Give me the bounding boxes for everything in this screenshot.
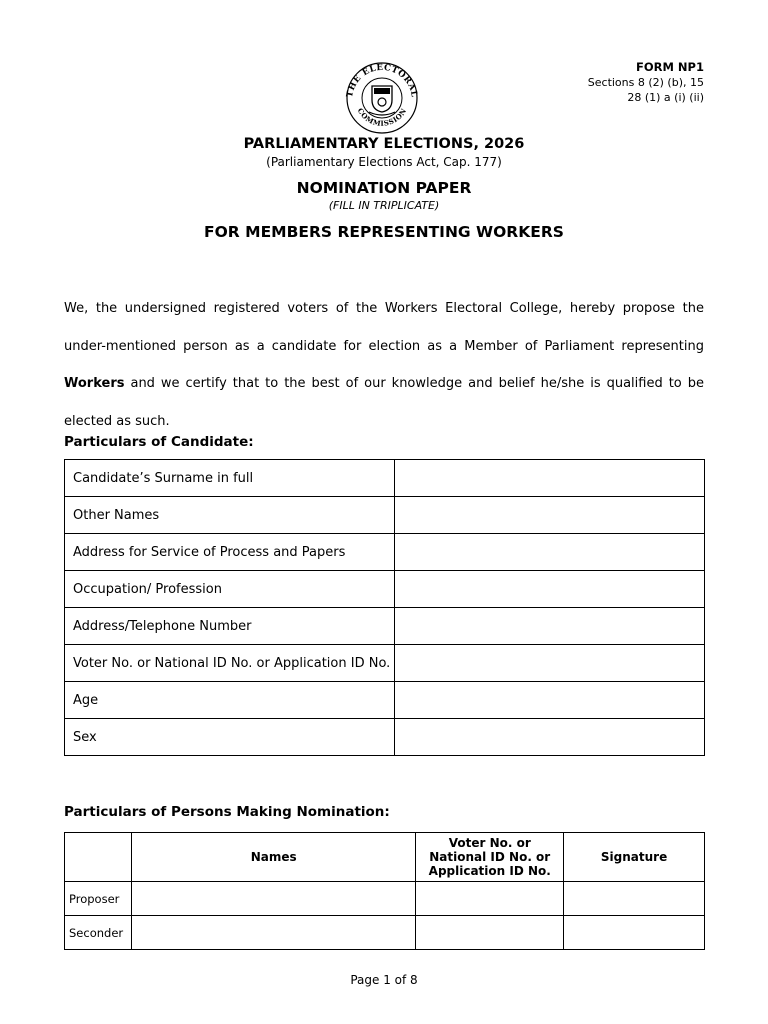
seconder-voter-no-cell[interactable] xyxy=(416,916,564,950)
form-code: FORM NP1 xyxy=(636,60,704,74)
candidate-field-label: Address/Telephone Number xyxy=(65,608,395,645)
candidate-field-input[interactable] xyxy=(394,497,704,534)
page-number: Page 1 of 8 xyxy=(350,973,418,987)
seal-text-top: THE ELECTORAL xyxy=(345,62,419,99)
table-row xyxy=(65,497,705,534)
table-row xyxy=(65,719,705,756)
candidate-field-label: Candidate’s Surname in full xyxy=(65,460,395,497)
table-row xyxy=(65,608,705,645)
candidate-field-input[interactable] xyxy=(394,571,704,608)
column-header-names: Names xyxy=(131,833,415,882)
candidate-field-label: Address for Service of Process and Papers xyxy=(65,534,395,571)
column-header-voter-no: Voter No. or National ID No. or Application ID No. xyxy=(416,833,564,882)
seconder-signature-cell[interactable] xyxy=(564,916,705,950)
svg-text:COMMISSION xyxy=(356,106,409,128)
candidate-field-label: Other Names xyxy=(65,497,395,534)
intro-text-part1: We, the undersigned registered voters of the Workers Electoral College, hereby propose the under-mentioned person as a candidate for election as a Member of Parliament representing xyxy=(64,301,704,354)
candidate-section-title: Particulars of Candidate: xyxy=(64,434,254,450)
candidate-field-input[interactable] xyxy=(394,460,704,497)
candidate-field-label: Occupation/ Profession xyxy=(65,571,395,608)
column-header-signature: Signature xyxy=(564,833,705,882)
form-sections-line2: 28 (1) a (i) (ii) xyxy=(627,91,704,104)
elections-act: (Parliamentary Elections Act, Cap. 177) xyxy=(266,155,502,169)
column-header-role xyxy=(65,833,132,882)
intro-text-part2: and we certify that to the best of our knowledge and belief he/she is qualified to be elected as such. xyxy=(64,376,704,429)
nominator-role-proposer: Proposer xyxy=(65,882,132,916)
nomination-section-title: Particulars of Persons Making Nomination: xyxy=(64,804,390,820)
intro-paragraph xyxy=(64,290,704,440)
nominators-table xyxy=(64,832,705,950)
table-row xyxy=(65,645,705,682)
proposer-signature-cell[interactable] xyxy=(564,882,705,916)
candidate-field-input[interactable] xyxy=(394,645,704,682)
elections-title: PARLIAMENTARY ELECTIONS, 2026 xyxy=(243,136,525,152)
members-representing-title: FOR MEMBERS REPRESENTING WORKERS xyxy=(204,223,564,241)
seal-text-bottom: COMMISSION xyxy=(355,106,409,128)
table-header-row xyxy=(65,833,705,882)
proposer-name-cell[interactable] xyxy=(131,882,415,916)
seconder-name-cell[interactable] xyxy=(131,916,415,950)
candidate-field-label: Age xyxy=(65,682,395,719)
intro-text-bold: Workers xyxy=(64,376,125,391)
candidate-field-label: Voter No. or National ID No. or Application ID No. xyxy=(65,645,395,682)
electoral-commission-seal xyxy=(338,60,426,136)
table-row xyxy=(65,534,705,571)
table-row xyxy=(65,460,705,497)
table-row xyxy=(65,882,705,916)
fill-in-triplicate-note: (FILL IN TRIPLICATE) xyxy=(328,199,440,212)
candidate-field-input[interactable] xyxy=(394,682,704,719)
table-row xyxy=(65,571,705,608)
table-row xyxy=(65,916,705,950)
form-reference xyxy=(588,60,704,105)
candidate-field-label: Sex xyxy=(65,719,395,756)
nominator-role-seconder: Seconder xyxy=(65,916,132,950)
table-row xyxy=(65,682,705,719)
proposer-voter-no-cell[interactable] xyxy=(416,882,564,916)
candidate-field-input[interactable] xyxy=(394,534,704,571)
candidate-field-input[interactable] xyxy=(394,608,704,645)
candidate-field-input[interactable] xyxy=(394,719,704,756)
nomination-paper-title: NOMINATION PAPER xyxy=(296,179,472,197)
form-sections-line1: Sections 8 (2) (b), 15 xyxy=(587,76,704,89)
candidate-particulars-table xyxy=(64,459,705,756)
